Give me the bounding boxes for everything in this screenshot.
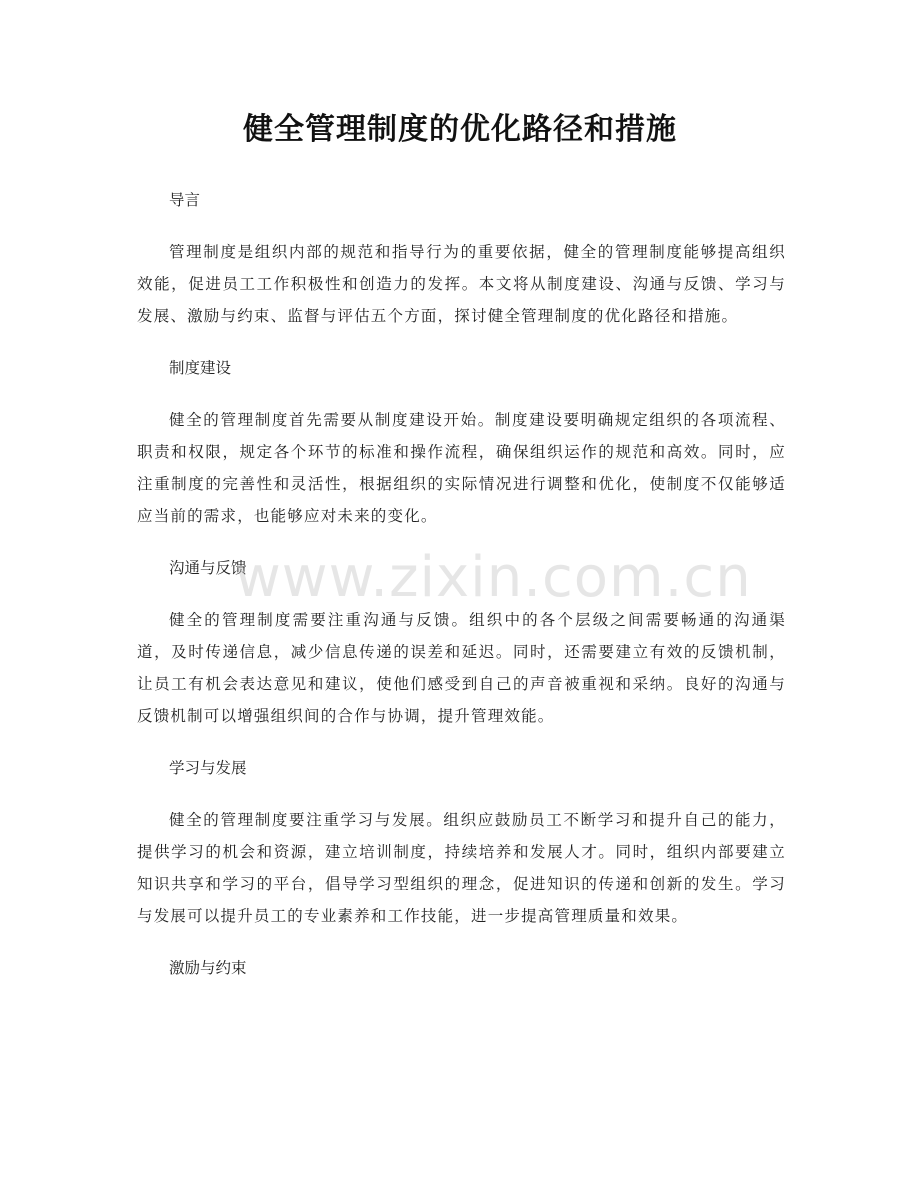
section-heading-system-building: 制度建设 [169, 359, 232, 377]
document-title: 健全管理制度的优化路径和措施 [243, 112, 677, 147]
section-paragraph-learning: 健全的管理制度要注重学习与发展。组织应鼓励员工不断学习和提升自己的能力，提供学习的机会和资源，建立培训制度，持续培养和发展人才。同时，组织内部要建立知识共享和学习的平台，倡导学习型组织的理念，促进知识的传递和创新的发生。学习与发展可以提升员工的专业素养和工作技能，进一步提高管理质量和效果。 [137, 811, 786, 925]
section-heading-learning: 学习与发展 [169, 759, 247, 777]
section-paragraph-system-building: 健全的管理制度首先需要从制度建设开始。制度建设要明确规定组织的各项流程、职责和权限，规定各个环节的标准和操作流程，确保组织运作的规范和高效。同时，应注重制度的完善性和灵活性，根据组织的实际情况进行调整和优化，使制度不仅能够适应当前的需求，也能够应对未来的变化。 [137, 411, 786, 525]
section-heading-intro: 导言 [169, 191, 201, 209]
section-paragraph-communication: 健全的管理制度需要注重沟通与反馈。组织中的各个层级之间需要畅通的沟通渠道，及时传递信息，减少信息传递的误差和延迟。同时，还需要建立有效的反馈机制，让员工有机会表达意见和建议，使他们感受到自己的声音被重视和采纳。良好的沟通与反馈机制可以增强组织间的合作与协调，提升管理效能。 [137, 611, 786, 725]
section-heading-incentive: 激励与约束 [169, 959, 247, 977]
document-body [137, 184, 786, 1004]
watermark-text: www.zixin.com.cn [235, 545, 752, 610]
section-heading-communication: 沟通与反馈 [169, 559, 247, 577]
section-paragraph-intro: 管理制度是组织内部的规范和指导行为的重要依据，健全的管理制度能够提高组织效能，促进员工工作积极性和创造力的发挥。本文将从制度建设、沟通与反馈、学习与发展、激励与约束、监督与评估五个方面，探讨健全管理制度的优化路径和措施。 [137, 243, 786, 325]
